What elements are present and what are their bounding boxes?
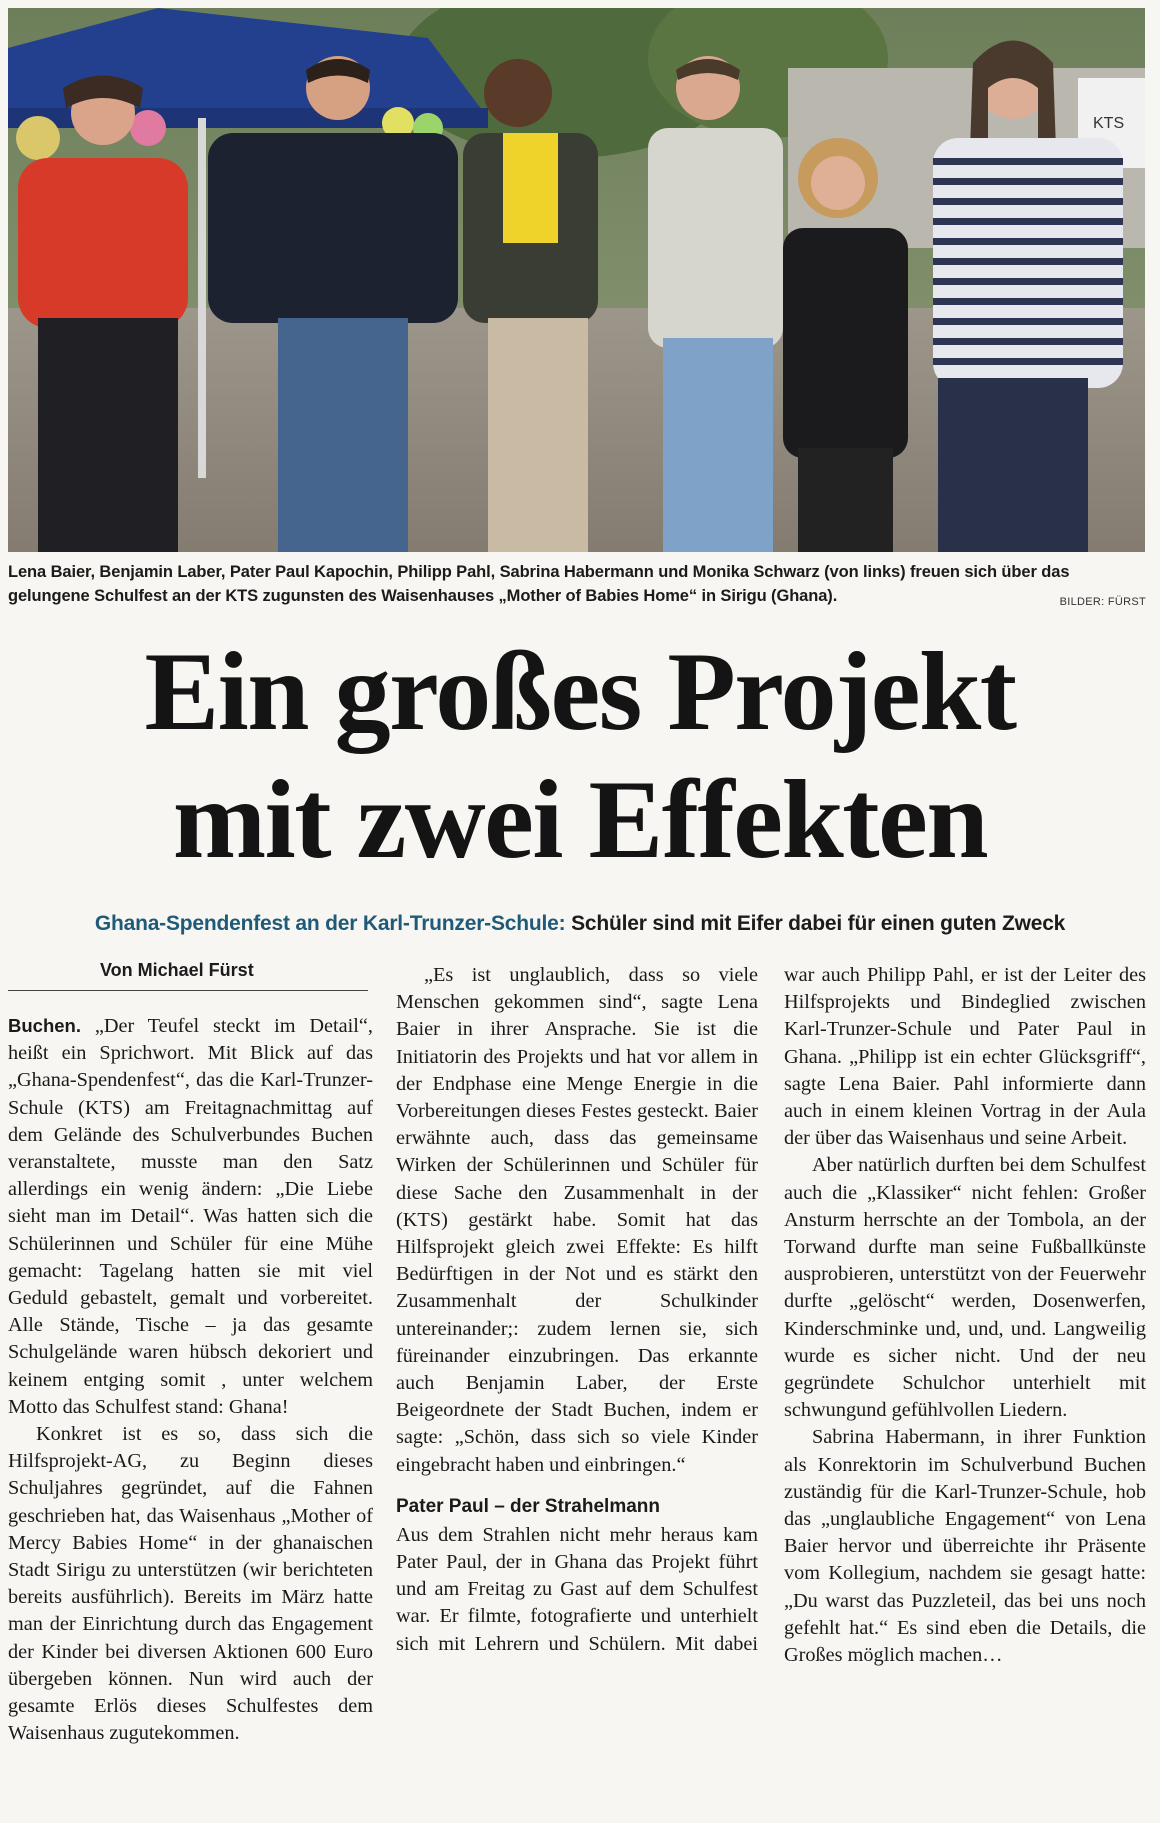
kicker: Ghana-Spendenfest an der Karl-Trunzer-Schule: xyxy=(94,912,566,935)
article-column-1 xyxy=(8,1012,373,1747)
dateline: Buchen. xyxy=(8,1015,81,1036)
sign-text: KTS xyxy=(1093,115,1125,132)
byline: Von Michael Fürst xyxy=(100,960,254,980)
paragraph-5: Aber natürlich durften bei dem Schulfest auch die „Klassiker“ nicht fehlen: Großer Ansturm herrschte an der Tombola, an der Torwand durfte man seine Fußballkünste ausprobieren, unterstützt von der Feuerwehr durfte „gelöscht“ werden, Dosenwerfen, Kinderschminke und, und, und. Langweilig wurde es sicher nicht. Und der neu gegründete Schulchor unterhielt mit schwungund gefühlvollen Liedern. xyxy=(784,1154,1146,1422)
paragraph-2: Konkret ist es so, dass sich die Hilfsprojekt-AG, zu Beginn dieses Schuljahres gegründet, auf die Fahnen geschrieben hat, das Waisenhaus „Mother of Mercy Babies Home“ in der ghanaischen Stadt Sirigu zu unterstützen (wir berichteten bereits ausführlich). Bereits im März hatte man der Einrichtung durch das Engagement der Kinder bei diversen Aktionen 600 Euro übergeben können. Nun wird auch der gesamte Erlös dieses Schulfestes dem Waisenhaus zugutekommen. xyxy=(8,1423,373,1745)
subheading: Pater Paul – der Strahelmann xyxy=(396,1495,660,1517)
paragraph-6: Sabrina Habermann, in ihrer Funktion als Konrektorin im Schulverbund Buchen zuständig für die Karl-Trunzer-Schule, hob das „unglaubliche Engagement“ von Lena Baier hervor und überreichte ihr Präsente vom Kollegium, nachdem sie gesagt hatte: „Du warst das Puzzleteil, das bei uns noch gefehlt hat.“ Es sind eben die Details, die Großes möglich machen… xyxy=(784,1426,1146,1667)
photo-credit: BILDER: FÜRST xyxy=(1059,596,1146,608)
paragraph-3: „Es ist unglaublich, dass so viele Menschen gekommen sind“, sagte Lena Baier in ihrer Ansprache. Sie ist die Initiatorin des Projekts und hat vor allem in der Endphase eine Menge Energie in die Vorbereitungen dieses Festes gesteckt. Baier erwähnte auch, dass das gemeinsame Wirken der Schülerinnen und Schüler für diese Sache den Zusammenhalt in der (KTS) gestärkt habe. Somit hat das Hilfsprojekt gleich zwei Effekte: Es hilft Bedürftigen in der Not und es stärkt den Zusammenhalt der Schulkinder untereinander;: zudem lernen sie, sich füreinander einzubringen. Das erkannte auch Benjamin Laber, der Erste Beigeordnete der Stadt Buchen, indem er sagte: „Schön, dass sich so viele Kinder eingebracht haben und einbringen.“ xyxy=(396,964,758,1476)
article-photo xyxy=(8,8,1145,552)
byline-divider xyxy=(8,990,368,991)
paragraph-4: Aus dem Strahlen nicht mehr heraus kam Pater Paul, der in Ghana das Projekt führt und am Freitag zu Gast auf dem Schulfest war. Er filmte, fotografierte und unterhielt sich mit Lehrern und Schülern. Mit dabei war auch Philipp Pahl, er ist der Leiter des Hilfsprojekts und Bindeglied zwischen Karl-Trunzer-Schule und Pater Paul in Ghana. „Philipp ist ein echter Glücksgriff“, sagte Lena Baier. Pahl informierte dann auch in einem kleinen Vortrag in der Aula der über das Waisenhaus und seine Arbeit. xyxy=(396,964,1146,1655)
article-headline xyxy=(0,628,1160,884)
article-subtitle xyxy=(0,912,1160,936)
photo-caption: Lena Baier, Benjamin Laber, Pater Paul Kapochin, Philipp Pahl, Sabrina Habermann und Monika Schwarz (von links) freuen sich über das gelungene Schulfest an der KTS zugunsten des Waisenhauses „Mother of Babies Home“ in Sirigu (Ghana). xyxy=(8,563,1070,605)
paragraph-1-text: „Der Teufel steckt im Detail“, heißt ein Sprichwort. Mit Blick auf das „Ghana-Spendenfest“, das die Karl-Trunzer-Schule (KTS) am Freitagnachmittag auf dem Gelände des Schulverbundes Buchen veranstaltete, musste man den Satz allerdings ein wenig ändern: „Die Liebe sieht man im Detail“. Was hatten sich die Schülerinnen und Schüler für eine Mühe gemacht: Tagelang hatten sie mit viel Geduld gebastelt, gemalt und vorbereitet. Alle Stände, Tische – ja das gesamte Schulgelände waren hübsch dekoriert und keinem entging somit , unter welchem Motto das Schulfest stand: Ghana! xyxy=(8,1015,373,1418)
paragraph-1 xyxy=(8,1012,373,1421)
article-column-3 xyxy=(396,962,1146,1822)
group-photo-icon xyxy=(8,8,1145,552)
headline-line-1: Ein großes Projekt xyxy=(144,630,1016,754)
headline-line-2: mit zwei Effekten xyxy=(172,758,988,882)
subtitle-text: Schüler sind mit Eifer dabei für einen guten Zweck xyxy=(571,912,1066,935)
